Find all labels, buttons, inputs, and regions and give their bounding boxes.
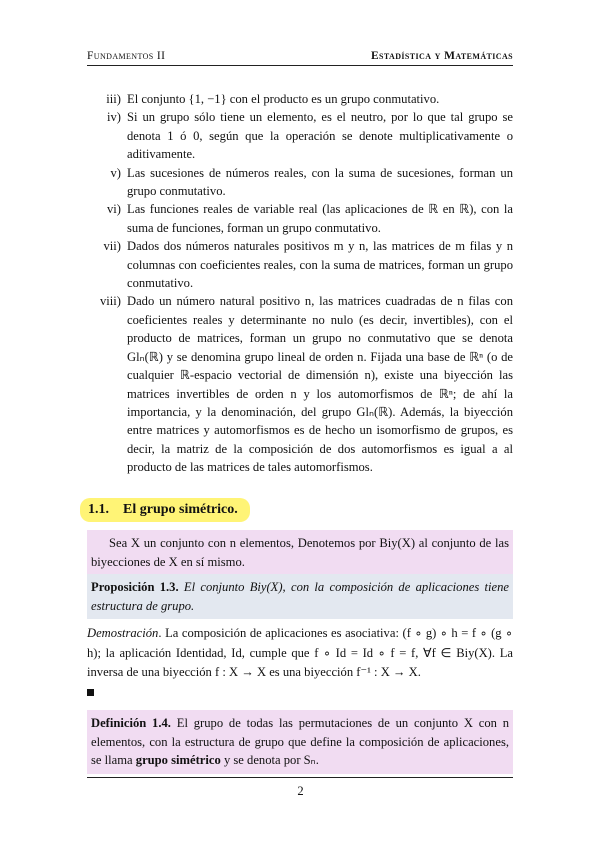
definition-text-after: y se denota por Sₙ.: [223, 753, 319, 767]
list-item-number: iv): [107, 110, 121, 125]
section-number: 1.1.: [88, 502, 109, 517]
list-item-number: viii): [100, 294, 121, 309]
list-item-number: v): [110, 165, 121, 180]
header-left: Fundamentos II: [87, 50, 166, 62]
definition-box: [87, 710, 513, 774]
section-heading: [80, 498, 250, 522]
list-item: [87, 237, 513, 292]
list-item-text: El conjunto {1, −1} con el producto es un grupo conmutativo.: [127, 92, 440, 106]
section-title: El grupo simétrico.: [123, 502, 238, 517]
proposition-label: Proposición 1.3.: [91, 580, 179, 594]
footer-rule: [87, 777, 513, 778]
proposition-box: [87, 574, 513, 619]
proof-text: . La composición de aplicaciones es asociativa: (f ∘ g) ∘ h = f ∘ (g ∘ h); la aplicación Identidad, Id, cumple que f ∘ Id = Id ∘ f = f, ∀f ∈ Biy(X). La inversa de una biyección f : X → X es una biyección f⁻¹ : X → X.: [87, 626, 513, 679]
examples-list: [87, 90, 513, 477]
list-item: [87, 90, 513, 108]
list-item-text: Dado un número natural positivo n, las matrices cuadradas de n filas con coeficientes reales y determinante no nulo (es decir, invertibles), con el producto de matrices, forman un grupo no conmutativo que se denota Glₙ(ℝ) y se denomina grupo lineal de orden n. Fijada una base de ℝⁿ (o de cualquier ℝ-espacio vectorial de dimensión n), existe una biyección las matrices invertibles de orden n y los automorfismos de ℝⁿ; de ahí la importancia, y la denominación, del grupo Glₙ(ℝ). Además, la biyección entre matrices y automorfismos es de hecho un isomorfismo de grupos, es decir, la matriz de la composición de dos automorfismos es igual a al producto de las matrices de tales automorfismos.: [127, 294, 513, 475]
page-number: 2: [297, 784, 304, 798]
list-item: [87, 108, 513, 163]
list-item-number: vi): [107, 202, 121, 217]
proof-label: Demostración: [87, 626, 159, 640]
intro-paragraph: Sea X un conjunto con n elementos, Denotemos por Biy(X) al conjunto de las biyecciones de X en sí mismo.: [91, 536, 509, 569]
running-header: [87, 50, 513, 66]
proof: [87, 624, 513, 702]
list-item-text: Si un grupo sólo tiene un elemento, es el neutro, por lo que tal grupo se denota 1 ó 0, según que la operación se denote multiplicativamente o aditivamente.: [127, 110, 513, 162]
qed-mark: [87, 689, 94, 696]
list-item-number: vii): [103, 239, 121, 254]
definition-term: grupo simétrico: [135, 753, 221, 767]
list-item-text: Las sucesiones de números reales, con la suma de sucesiones, forman un grupo conmutativo.: [127, 165, 513, 199]
list-item-number: iii): [106, 92, 121, 106]
header-right: Estadística y Matemáticas: [370, 50, 513, 62]
list-item: [87, 164, 513, 201]
proposition-text: El conjunto Biy(X), con la composición de aplicaciones tiene estructura de grupo.: [91, 580, 509, 613]
list-item-text: Dados dos números naturales positivos m y n, las matrices de m filas y n columnas con coeficientes reales, con la suma de matrices, forman un grupo conmutativo.: [127, 239, 513, 291]
list-item-text: Las funciones reales de variable real (las aplicaciones de ℝ en ℝ), con la suma de funciones, forman un grupo conmutativo.: [127, 202, 513, 235]
intro-box: [87, 530, 513, 575]
list-item: [87, 292, 513, 476]
definition-label: Definición 1.4.: [91, 716, 171, 730]
list-item: [87, 200, 513, 237]
definition-text-before: El grupo de todas las permutaciones de un conjunto X con n elementos, con la estructura de grupo que define la composición de aplicaciones, se llama: [91, 716, 509, 767]
